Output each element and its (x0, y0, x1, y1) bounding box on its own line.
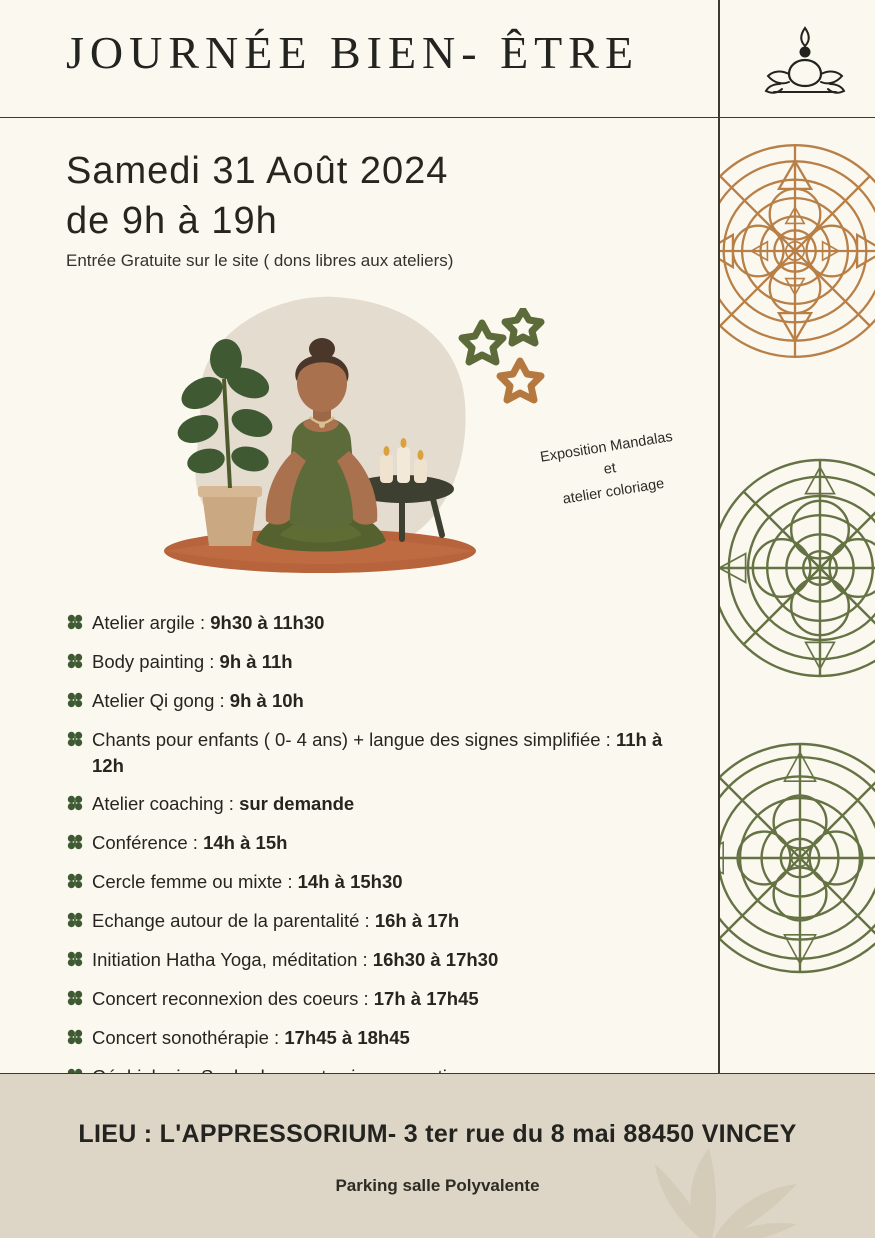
yoga-illustration (140, 283, 500, 608)
clover-icon (66, 613, 92, 636)
list-item (66, 1025, 686, 1051)
list-item (66, 791, 686, 817)
clover-icon (66, 833, 92, 856)
list-item-text: Initiation Hatha Yoga, méditation : 16h30 à 17h30 (92, 949, 499, 971)
poster-body (0, 118, 875, 1073)
main-content-column (0, 118, 718, 1073)
list-item-text: Atelier Qi gong : 9h à 10h (92, 690, 304, 711)
clover-icon (66, 794, 92, 817)
list-item-text: Echange autour de la parentalité : 16h à 17h (92, 910, 460, 932)
mandala-green-secondary-icon (720, 738, 875, 978)
program-list (66, 610, 686, 1128)
list-item (66, 649, 686, 675)
list-item (66, 986, 686, 1012)
list-item-text: Atelier coaching : sur demande (92, 793, 355, 815)
list-item (66, 830, 686, 856)
list-item-text: Atelier argile : 9h30 à 11h30 (92, 612, 325, 633)
poster-header (0, 0, 875, 118)
exposition-note-line-1: Exposition Mandalas (539, 428, 674, 466)
list-item-text: Chants pour enfants ( 0- 4 ans) + langue des signes simplifiée : 11h à 12h (92, 729, 663, 776)
entry-note: Entrée Gratuite sur le site ( dons libres aux ateliers) (66, 251, 454, 270)
mandala-decoration-column (720, 118, 875, 1073)
exposition-note (516, 422, 704, 517)
clover-icon (66, 652, 92, 675)
list-item (66, 727, 686, 778)
clover-icon (66, 989, 92, 1012)
clover-icon (66, 1028, 92, 1051)
clover-icon (66, 872, 92, 895)
list-item-text: Cercle femme ou mixte : 14h à 15h30 (92, 871, 403, 893)
page-title: JOURNÉE BIEN- ÊTRE (66, 27, 640, 78)
mandala-orange-icon (720, 136, 875, 366)
parking-note: Parking salle Polyvalente (335, 1176, 540, 1195)
exposition-note-line-2: et (602, 460, 618, 479)
exposition-note-line-3: atelier coloriage (561, 475, 666, 508)
clover-icon (66, 950, 92, 973)
event-date: Samedi 31 Août 2024 (66, 150, 449, 192)
header-vertical-divider (718, 0, 720, 118)
lotus-meditation-icon (740, 20, 870, 100)
event-hours: de 9h à 19h (66, 200, 278, 242)
list-item-text: Concert sonothérapie : 17h45 à 18h45 (92, 1027, 410, 1049)
poster-footer (0, 1073, 875, 1238)
list-item (66, 610, 686, 636)
list-item (66, 688, 686, 714)
list-item-text: Conférence : 14h à 15h (92, 832, 288, 854)
clover-icon (66, 911, 92, 934)
list-item (66, 908, 686, 934)
list-item (66, 869, 686, 895)
list-item (66, 947, 686, 973)
venue-address: LIEU : L'APPRESSORIUM- 3 ter rue du 8 mai 88450 VINCEY (78, 1120, 797, 1148)
list-item-text: Body painting : 9h à 11h (92, 651, 293, 672)
list-item-text: Concert reconnexion des coeurs : 17h à 17h45 (92, 988, 479, 1010)
bamboo-leaves-icon (585, 1118, 815, 1238)
flower-decorations (455, 308, 565, 408)
clover-icon (66, 730, 92, 753)
clover-icon (66, 691, 92, 714)
mandala-green-icon (720, 448, 875, 688)
